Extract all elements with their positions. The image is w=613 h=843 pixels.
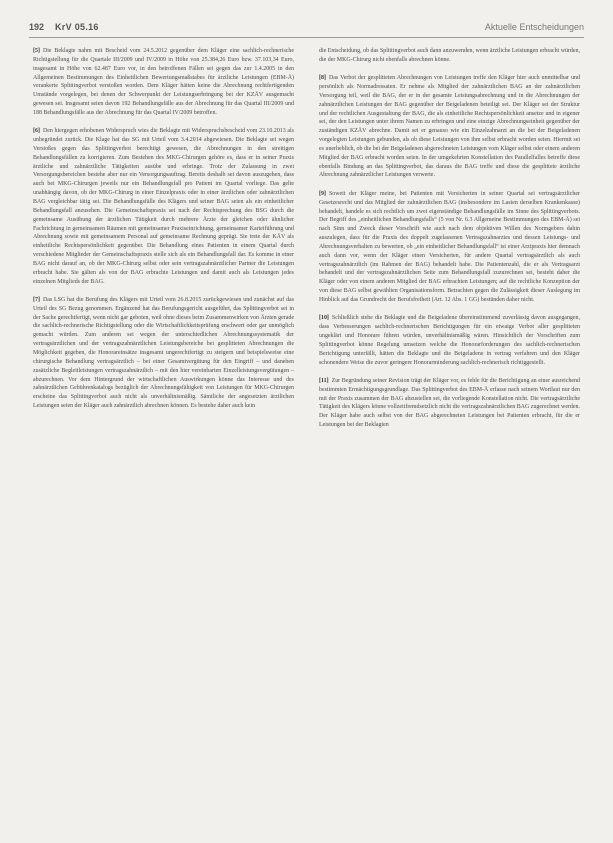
paragraph [319,190,580,305]
paragraph-number: [6] [33,128,40,135]
page-number: 192 [29,22,45,32]
paragraph [33,127,294,286]
paragraph-text: die Entscheidung, ob das Splittingverbot auch dann anzuwenden, wenn ärztliche Leistungen erbracht würden, die der MKG-Chirurg nicht ebenfalls abrechnen könne. [319,48,580,63]
paragraph [319,74,580,180]
paragraph-number: [5] [33,48,40,54]
header-rule [29,37,584,38]
journal-name: KrV 05.16 [55,22,99,32]
paragraph-number: [7] [33,296,40,303]
paragraph [319,377,580,430]
paragraph-text: Schließlich stehe die Beklagte und die Beigeladene übereinstimmend zuverlässig davon ausgegangen, dass Verbesserungen sachlich-rechnerischen Berichtigungen für ein etwaige Verbot aller gesplitteten ungeklärt und Honorare führen würden, unverhältnismäßig wären. Hinsichtlich der Vorschriften zum Splittingverbot könne Regelung umsetzen welche die Honorarforderungen des sachlich-rechnerischen Berichtigung unterfällt, hätten die Beklagte und die Beigeladene in vertrag verfahren und den Kläger schonendere Weise die zuvor geringere Honorarminderung sachlich-rechnerisch richtiggestellt. [319,315,580,366]
paragraph-text: Die Beklagte nahm mit Bescheid vom 24.5.2012 gegenüber dem Kläger eine sachlich-rechnerische Richtigstellung für die Quartale III/2009 und IV/2009 in Höhe von 25.384,26 Euro bzw. 37.103,34 Euro, insgesamt in Höhe von 62.487 Euro vor, in den betroffenen Fällen sei gegen das zur 1.4.2005 in den Allgemeinen Bestimmungen des Einheitlichen Bewertungsmaßstabes für ärztliche Leistungen (EBM-Ä) verankerte Splittingverbot verstoßen worden. Dem Kläger hätten keine die Abrechnung rechtfertigenden Umstände vorgelegen, bei denen der Schwerpunkt der Leistungserbringung bei der KZÄV ausgemacht gewesen sei. Insgesamt seien davon 192 Behandlungsfälle aus der Abrechnung für das Quartal III/2009 und 188 Behandlungsfälle aus der Abrechnung für das Quartal IV/2009 betroffen. [33,48,294,116]
section-title: Aktuelle Entscheidungen [484,22,584,32]
paragraph-text: Das LSG hat die Berufung des Klägers mit Urteil vom 26.8.2015 zurückgewiesen und zunächst auf das Urteil des SG Bezug genommen. Ergänzend hat das Berufungsgericht ausgeführt, das Splittingverbot sei in der Sache gerechtfertigt, wenn nicht gar geboten, weil ohne dieses beim Zusammenwirken von Ärzten gerade die sachlich-rechnerische Richtigstellung oder die Wirtschaftlichkeitsprüfung erschwert oder gar unmöglich gemacht würden. Zum anderen sei wegen der unterschiedlichen Abrechnungssystematik der vertragsärztlichen und der vertragszahnärztlichen Leistungsbereiche bei gesplitteten Abrechnungen die Möglichkeit gegeben, die Honorareinsätze insgesamt ungerechtfertigt zu steigern und beispielsweise eine chirurgische Behandlung vertragsärztlich – bei einer Gesamtvergütung für den Eingriff – und daneben zusätzliche Begleitleistungen vertragszahnärztlich – mit den hier vereinbarten Einzelleistungsvergütungen – abzurechnen. Vor dem Hintergrund der wirtschaftlichen Auswirkungen könne das Interesse und des zahnärztlichen Gebührenkatalogs bezüglich der Abrechnungsfähigkeit von Leistungen für MKG-Chirurgen erscheine das Splittingverbot auch nicht als unverhältnismäßig. Sämtliche der angesetzten ärztlichen Leistungen seien der Kläger auch zahnärztlich abrechnen können. Es bestehe daher auch kein [33,296,294,410]
left-column [33,47,294,420]
paragraph-text: Soweit der Kläger meine, bei Patienten mit Versicherten in seiner Quartal sei vertragsärztlicher Gesetzesrecht und das Mitglied der zahnärztlichen BAG (insbesondere im Lasten derselben Krankenkasse) behandelt, handele es sich rechtlich um zwei eigenständige Behandlungsfälle im Sinne des Splittingverbots. Der Begriff des „einheitlichen Behandlungsfalls“ (5 von Nr. 6.3 Allgemeine Bestimmungen des EBM-Ä) sei nach Sinn und Zweck dieser Vorschrift wie auch nach dem objektiven Willen des Normgebers dahin auszulegen, dass für die Praxis des doppelt zugelassenen Vertragszahnarztes und dessen Leistungs- und Abrechnungsverhalten zu bewerten, ob „ein einheitlicher Behandlungsfall“ ist einer Arztpraxis hier demnach auch dann vor, wenn der Kläger einen Versicherten, für andere Quartal vertragsärztlich als auch vertragszahnärztlich (im Rahmen der BAG) behandelt habe. Die Patientenzahl, die er als Vertragsarzt behandelt und der vertragszahnärztlichen Seite zum Behandlungsfall zuzurechnen sei, besteht daher die Kläger oder von einem anderen Mitglied der BAG erbrachten Leistungen; auf die rechtliche Konzeption der von diese BAG selbst gewählten Organisationsform. Betrachten gegen die Zulässigkeit dieser Auslegung im Hinblick auf das Grundrecht der Berufsfreiheit (Art. 12 Abs. 1 GG) bestünden daher nicht. [319,190,580,303]
paragraph-number: [8] [319,75,326,82]
paragraph-number: [10] [319,315,329,322]
paragraph-number: [11] [319,377,329,384]
paragraph-text: Das Verbot der gesplitteten Abrechnungen von Leistungen treffe den Kläger hier auch unmittelbar und persönlich als Normadressaten. Er nehme als Mitglied der zahnärztlichen BAG an der zahnärztlichen Versorgung teil, weil die BAG, der er in der gesamte Leistungsabrechnung und in die Abrechnungen der zahnärztlichen Leistungen der BAG gegenüber der Beigeladenen beteiligt sei. Der Kläger sei der Struktur und der rechtlichen Ausgestaltung der BAG, die als einheitliche Rechtspersönlichkeit ansetze und in eigener sei, der den Leistungen unter ihrem Namen zu erbringen und eine einzige Abrechnungseinheit gegenüber der zuständigen KZÄV abrechne. Damit sei er genauso wie ein Einzelzahnarzt an die bei der Beigeladenen vorgelegten Leistungen gebunden, als ob diese Leistungen von ihm selbst erbracht worden seien. Hiermit sei es unerheblich, ob die bei der Beigeladenen abgerechneten Leistungen vom Kläger selbst oder einem anderen Mitglied der BAG erbracht worden seien. In der umgekehrten Konstellation des Parallelfalles betreffe diese ebenfalls Bindung an das Splittingverbot, das daraus die BAG treffe und diese die gesplittete ärztliche Abrechnung zahnärztlicher Leistungen verwerte. [319,75,580,179]
paragraph [319,314,580,367]
paragraph-text: Zur Begründung seiner Revision trägt der Kläger vor, es fehle für die Berichtigung an einer ausreichend bestimmten Ermächtigungsgrundlage. Das Splittingverbot des EBM-Ä erfasse nach seinem Wortlaut nur den mit der Praxis zusammen der BAG abzustellen sei, die vorliegende Konstellation nicht. Die vertragsärztliche Tätigkeit des Klägers könne vollzeitfremdsetzlich nicht die vertragszahnärztlichen BAG zugerechnet werden. Der Kläger habe auch selbst von der BAG abgerechneten Leistungen bei Patienten erbracht, für die er Leistungen bei der Beklagten [319,377,580,429]
page-header [29,22,584,36]
paragraph-number: [9] [319,190,326,197]
paragraph [33,47,294,118]
paragraph [319,47,580,65]
paragraph [33,296,294,411]
right-column [319,47,580,439]
paragraph-text: Den hiergegen erhobenen Widerspruch wies die Beklagte mit Widerspruchsbescheid vom 23.10.2013 als unbegründet zurück. Die Klage hat das SG mit Urteil vom 3.4.2014 abgewiesen. Die Beklagte sei wegen Verstoßes gegen das Splittingverbot berechtigt gewesen, die Abrechnungen in den streitigen Behandlungsfällen zu korrigieren. Zum Bestehen des MKG-Chirurgen gehöre es, dass er in seiner Praxis ärztliche und zahnärztliche Tätigkeiten ausübe und erbringe. Trotz der Zulassung in zwei Versorgungsbereichen bestehe aber nur ein Versorgungsauftrag. Bereits deshalb sei davon auszugehen, dass auch bei MKG-Chirurgen jeweils nur ein Behandlungsfall pro Patient im Quartal vorliege. Das gelte unabhängig davon, ob der MKG-Chirurg in einer Einzelpraxis oder in einer ärztlichen oder zahnärztlichen BAG vergleichbar tätig sei. Die Behandlungsfälle des Klägers und seiner BAG seien als ein einheitlicher Behandlungsfall anzusehen. Die Gemeinschaftspraxis sei nach der Rechtsprechung des BSG durch die gemeinsame Ausübung der ärztlichen Tätigkeit durch mehrere Ärzte der gleichen oder ähnlicher Fachrichtung in gemeinsamen Räumen mit gemeinsamer Praxiseinrichtung, gemeinsamer Karteiführung und Abrechnung sowie mit gemeinsamem Personal auf gemeinsame Rechnung geprägt. Sie trete der KÄV als einheitliche Rechtspersönlichkeit gegenüber. Die Behandlung eines Patienten in einem Quartal durch verschiedene Mitglieder der Gemeinschaftspraxis stelle sich als ein Behandlungsfall dar. Es komme in einer BAG nicht darauf an, ob der MKG-Chirurg selbst oder sein vertragszahnärztlicher Partner die Leistungen erbracht habe. Sie gälten als von der BAG erbrachte Leistungen und damit auch als Leistungen jedes einzelnen Mitglieds der BAG. [33,128,294,285]
